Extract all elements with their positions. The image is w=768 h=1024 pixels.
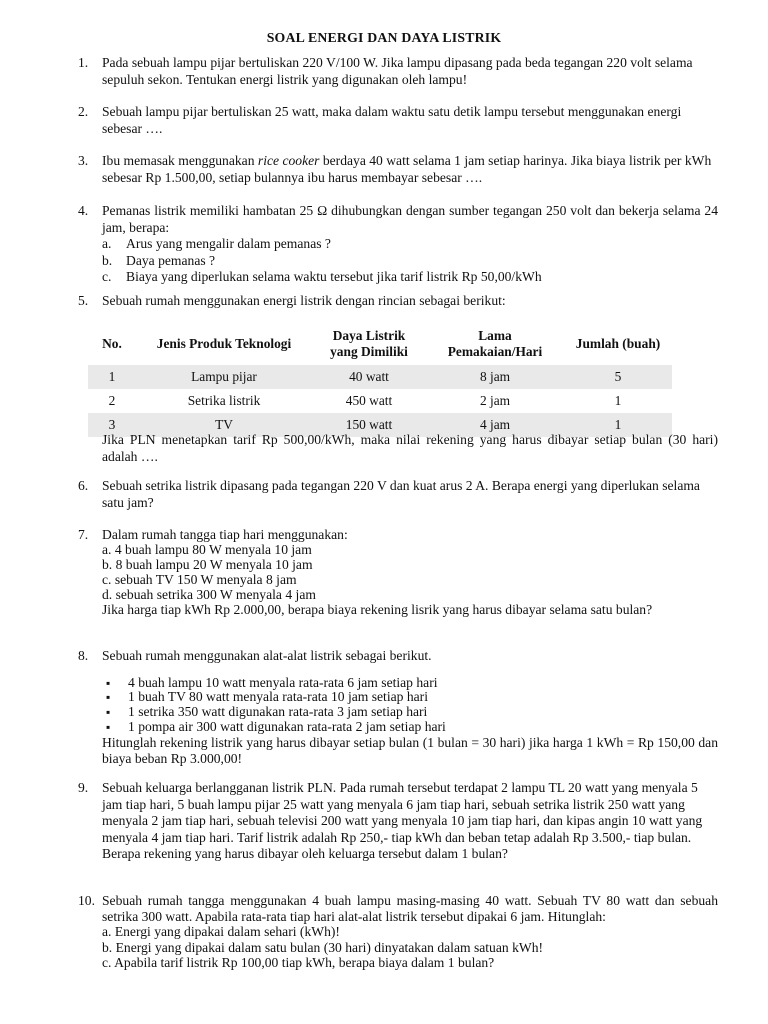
question-text: Sebuah rumah menggunakan alat-alat listrik sebagai berikut. (102, 648, 432, 663)
list-item: ▪ 1 pompa air 300 watt digunakan rata-rata 2 jam setiap hari (102, 720, 718, 735)
question-number: 1. (78, 55, 89, 70)
cell-jenis: TV (136, 413, 312, 437)
question-8 (78, 648, 718, 768)
sub-item-a: a. 4 buah lampu 80 W menyala 10 jam (102, 542, 312, 557)
question-2 (78, 104, 718, 137)
question-number: 4. (78, 203, 89, 218)
question-followup: Hitunglah rekening listrik yang harus dibayar setiap bulan (1 bulan = 30 hari) jika harga 1 kWh = Rp 150,00 dan biaya beban Rp 3.000,00! (102, 734, 718, 767)
sub-item-b: b. 8 buah lampu 20 W menyala 10 jam (102, 557, 313, 572)
cell-jenis: Setrika listrik (187, 393, 261, 408)
italic-term: rice cooker (257, 153, 320, 168)
question-text (102, 153, 718, 186)
question-3 (78, 153, 718, 186)
sub-item-a: a. Energi yang dipakai dalam sehari (kWh)! (102, 924, 340, 939)
question-text: Jika PLN menetapkan tarif Rp 500,00/kWh, maka nilai rekening yang harus dibayar setiap bulan (30 hari) adalah …. (102, 432, 718, 464)
question-number: 5. (78, 293, 89, 308)
cell-jumlah: 1 (564, 413, 672, 437)
col-header-daya: Daya Listrik yang Dimiliki (330, 327, 408, 359)
question-number: 6. (78, 478, 89, 493)
cell-jumlah: 1 (614, 393, 622, 408)
cell-lama: 8 jam (426, 365, 564, 389)
cell-daya: 150 watt (312, 413, 426, 437)
question-text: Pemanas listrik memiliki hambatan 25 Ω dihubungkan dengan sumber tegangan 250 volt dan bekerja selama 24 jam, berapa: (102, 203, 718, 235)
cell-no: 3 (88, 413, 136, 437)
question-number: 3. (78, 153, 89, 168)
question-10 (78, 893, 718, 971)
question-text: Pada sebuah lampu pijar bertuliskan 220 V/100 W. Jika lampu dipasang pada beda tegangan 220 volt selama sepuluh sekon. Tentukan energi listrik yang digunakan oleh lampu! (102, 55, 693, 87)
cell-jenis: Lampu pijar (136, 365, 312, 389)
sub-question-c: c. Biaya yang diperlukan selama waktu tersebut jika tarif listrik Rp 50,00/kWh (102, 269, 542, 284)
sub-question-b: b. Daya pemanas ? (102, 252, 216, 268)
list-item: ▪ 4 buah lampu 10 watt menyala rata-rata 6 jam setiap hari (102, 676, 718, 691)
question-7 (78, 527, 718, 617)
question-5-followup (78, 432, 718, 465)
appliance-list (102, 676, 718, 735)
cell-daya: 40 watt (312, 365, 426, 389)
question-text: Sebuah keluarga berlangganan listrik PLN. Pada rumah tersebut terdapat 2 lampu TL 20 watt yang menyala 5 jam tiap hari, 5 buah lampu pijar 25 watt yang menyala 6 jam tiap hari, sebuah setrika listrik 250 watt yang menyala 2 jam tiap hari, sebuah televisi 200 watt yang menyala 10 jam tiap hari, dan kipas angin 10 watt yang menyala 4 jam tiap hari. Tarif listrik adalah Rp 250,- tiap kWh dan beban tetap adalah Rp 3.500,- tiap bulan. Berapa rekening yang harus dibayar oleh keluarga tersebut dalam 1 bulan? (102, 780, 703, 861)
sub-item-c: c. Apabila tarif listrik Rp 100,00 tiap kWh, berapa biaya dalam 1 bulan? (102, 955, 495, 970)
question-followup: Jika harga tiap kWh Rp 2.000,00, berapa biaya rekening lisrik yang harus dibayar selama satu bulan? (102, 602, 653, 617)
table-header-row (88, 322, 672, 365)
sub-item-d: d. sebuah setrika 300 W menyala 4 jam (102, 587, 316, 602)
sub-item-b: b. Energi yang dipakai dalam satu bulan (30 hari) dinyatakan dalam satuan kWh! (102, 939, 544, 955)
text-part: berdaya 40 watt selama 1 jam setiap harinya. Jika biaya listrik per kWh sebesar Rp 1.500,00, setiap bulannya ibu harus membayar sebesar …. (102, 153, 712, 185)
question-text: Sebuah rumah menggunakan energi listrik dengan rincian sebagai berikut: (102, 293, 506, 308)
question-9 (78, 780, 718, 863)
col-header-no: No. (102, 335, 122, 351)
col-header-jumlah: Jumlah (buah) (575, 335, 661, 351)
question-text: Sebuah setrika listrik dipasang pada tegangan 220 V dan kuat arus 2 A. Berapa energi yang diperlukan selama satu jam? (102, 478, 700, 510)
question-text: Sebuah lampu pijar bertuliskan 25 watt, maka dalam waktu satu detik lampu tersebut menggunakan energi sebesar …. (102, 104, 682, 136)
col-header-jenis: Jenis Produk Teknologi (156, 335, 292, 351)
appliance-table (88, 322, 672, 437)
list-item: ▪ 1 setrika 350 watt digunakan rata-rata 3 jam setiap hari (102, 705, 718, 720)
document-title: SOAL ENERGI DAN DAYA LISTRIK (266, 30, 502, 45)
list-item: ▪ 1 buah TV 80 watt menyala rata-rata 10 jam setiap hari (102, 690, 718, 705)
cell-jumlah: 5 (564, 365, 672, 389)
cell-daya: 450 watt (345, 393, 393, 408)
question-5 (78, 293, 718, 310)
question-4 (78, 203, 718, 286)
question-text: Sebuah rumah tangga menggunakan 4 buah lampu masing-masing 40 watt. Sebuah TV 80 watt dan sebuah setrika 300 watt. Apabila rata-rata tiap hari alat-alat listrik tersebut dipakai 6 jam. Hitunglah: (102, 893, 718, 924)
cell-no: 2 (108, 393, 116, 408)
question-number: 2. (78, 104, 89, 119)
question-text: Dalam rumah tangga tiap hari menggunakan: (102, 527, 348, 542)
col-header-lama: Lama Pemakaian/Hari (447, 327, 543, 359)
question-number: 8. (78, 648, 89, 663)
cell-no: 1 (88, 365, 136, 389)
question-number: 9. (78, 780, 89, 795)
cell-lama: 2 jam (479, 393, 511, 408)
question-number: 7. (78, 527, 89, 542)
table-row (88, 389, 672, 413)
cell-lama: 4 jam (426, 413, 564, 437)
sub-question-a: a. Arus yang mengalir dalam pemanas ? (102, 236, 331, 251)
table-row (88, 365, 672, 389)
text-part: Ibu memasak menggunakan (102, 153, 258, 168)
question-number: 10. (78, 893, 95, 908)
question-1 (78, 55, 718, 88)
sub-item-c: c. sebuah TV 150 W menyala 8 jam (102, 572, 297, 587)
question-6 (78, 478, 718, 511)
